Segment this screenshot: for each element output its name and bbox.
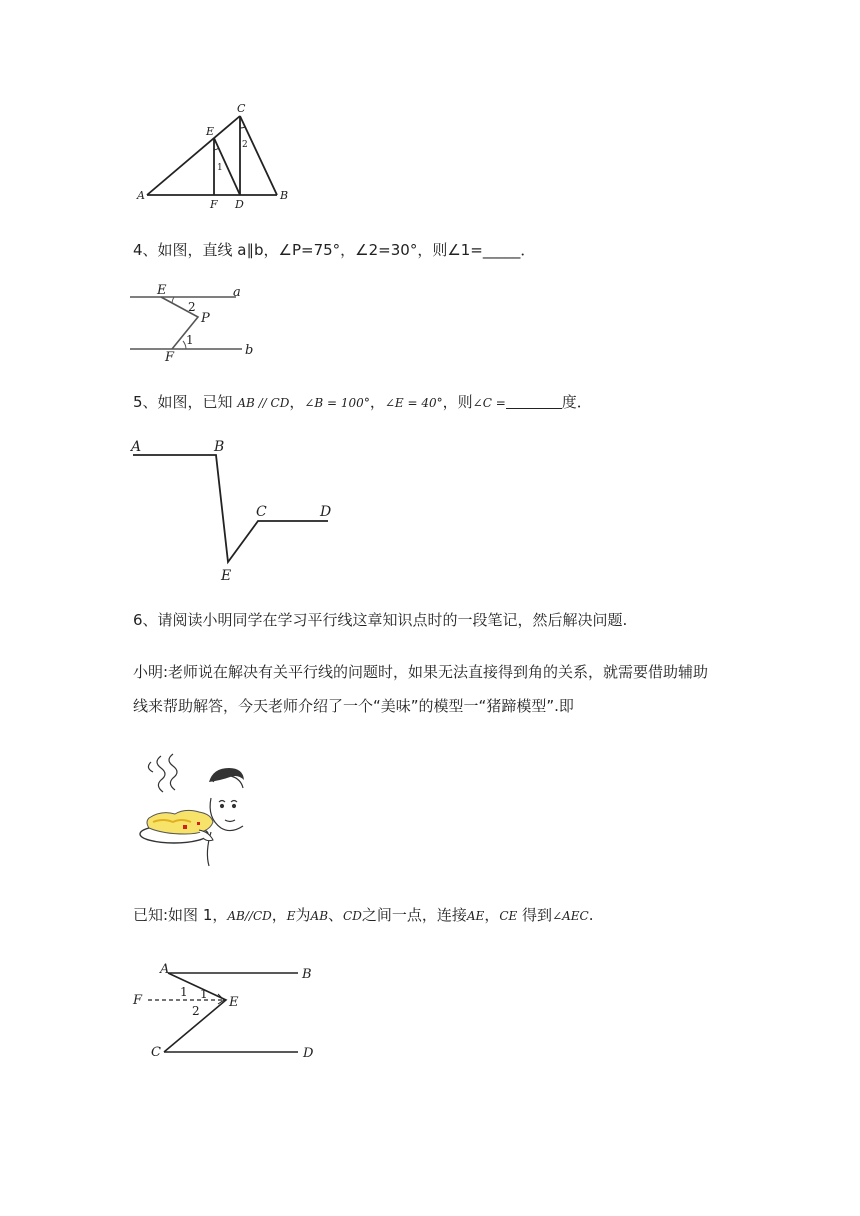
q4-text: 4、如图，直线 a∥b，∠P=75°，∠2=30°，则∠1= — [133, 241, 483, 259]
pig-trotter-illustration — [139, 752, 244, 867]
q5-expr-parallel: AB // CD — [237, 396, 290, 410]
q5-label-e: E — [221, 568, 232, 584]
given-e1: AB//CD — [227, 909, 272, 923]
q4-label-f: F — [165, 350, 175, 365]
parallel-lines-figure — [128, 280, 263, 365]
question-5 — [133, 392, 592, 413]
q5-blank[interactable] — [506, 394, 562, 409]
q5-label-c: C — [256, 504, 267, 520]
given-t8: . — [588, 906, 594, 924]
given-t6: ， — [484, 906, 500, 924]
q5-prefix: 5、如图，已知 — [133, 393, 233, 411]
q4-angle-2: 2 — [188, 300, 196, 314]
given-e4: CD — [343, 909, 362, 923]
given-e7: ∠AEC — [552, 909, 589, 923]
q4-label-p: P — [201, 311, 210, 326]
fig1-label-d: D — [235, 198, 244, 211]
q4-end: ． — [520, 241, 536, 259]
q5-mid: ，则 — [442, 393, 473, 411]
given-e5: AE — [466, 909, 485, 923]
fig1-label-c: C — [237, 102, 246, 115]
model-angle-2: 2 — [192, 1004, 200, 1018]
given-e2: E — [286, 909, 296, 923]
abcde-figure — [128, 435, 343, 585]
q5-suffix: 度． — [561, 393, 592, 411]
model-label-a: A — [160, 962, 170, 977]
given-t7: 得到 — [517, 906, 553, 924]
fig1-label-a: A — [137, 189, 145, 202]
q5-label-d: D — [320, 504, 332, 520]
model-label-d: D — [303, 1046, 314, 1061]
given-e3: AB — [310, 909, 329, 923]
given-e6: CE — [499, 909, 518, 923]
question-6-intro: 6、请阅读小明同学在学习平行线这章知识点时的一段笔记，然后解决问题. — [133, 611, 628, 629]
given-t1: 已知:如图 1， — [133, 906, 228, 924]
fig1-angle-2: 2 — [242, 140, 248, 150]
q4-label-b: b — [245, 343, 254, 358]
given-t2: ， — [271, 906, 287, 924]
model-label-e: E — [229, 995, 239, 1010]
q5-expr-angle-b: ∠B = 100° — [304, 396, 370, 410]
fig1-label-e: E — [206, 125, 215, 138]
q5-expr-angle-e: ∠E = 40° — [384, 396, 443, 410]
q5-label-b: B — [214, 439, 225, 455]
model-angle-1a: 1 — [180, 985, 188, 999]
note-line-2: 线来帮助解答，今天老师介绍了一个“美味”的模型一“猪蹄模型”.即 — [133, 697, 574, 715]
q4-blank[interactable]: _____ — [482, 241, 521, 259]
q4-angle-1: 1 — [186, 333, 194, 347]
question-4 — [133, 240, 535, 260]
fig1-angle-1: 1 — [217, 163, 223, 173]
model-angle-1b: 1 — [200, 987, 208, 1001]
q5-label-a: A — [131, 439, 142, 455]
pig-trotter-model-figure — [130, 958, 330, 1068]
q5-expr-angle-c: ∠C = — [472, 396, 506, 410]
model-label-c: C — [151, 1045, 161, 1060]
q5-sep2: ， — [369, 393, 385, 411]
q4-label-e: E — [157, 283, 167, 298]
given-statement — [133, 905, 594, 926]
given-t3: 为 — [295, 906, 311, 924]
fig1-label-b: B — [280, 189, 289, 202]
model-label-b: B — [302, 967, 312, 982]
given-t5: 之间一点，连接 — [361, 906, 467, 924]
fig1-label-f: F — [210, 198, 218, 211]
note-line-1: 小明:老师说在解决有关平行线的问题时，如果无法直接得到角的关系，就需要借助辅助 — [133, 663, 709, 681]
q4-label-a: a — [233, 285, 241, 300]
given-t4: 、 — [328, 906, 344, 924]
q5-sep1: ， — [289, 393, 305, 411]
triangle-figure — [135, 100, 295, 215]
model-label-f: F — [133, 993, 143, 1008]
